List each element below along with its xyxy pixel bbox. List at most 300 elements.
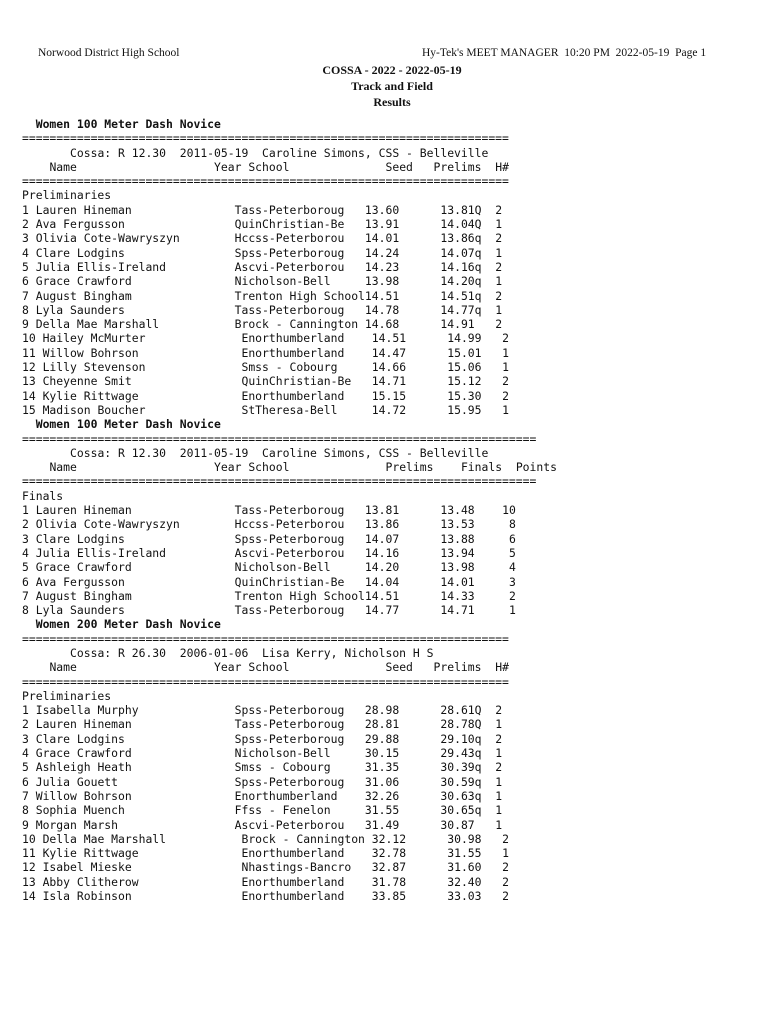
- event-title-text: Women 100 Meter Dash Novice: [35, 117, 221, 131]
- final-time: 13.53: [440, 517, 475, 532]
- prelim-time: 28.78Q: [440, 717, 482, 732]
- prelim-time: 13.81Q: [440, 202, 482, 217]
- result-row: [22, 517, 557, 531]
- prelim-time: 14.20q: [440, 274, 482, 289]
- col-prelims: Prelims: [385, 460, 434, 475]
- record-text: Cossa: R 12.30 2011-05-19 Caroline Simons, CSS - Belleville: [70, 445, 489, 460]
- athlete-name: Willow Bohrson: [42, 345, 139, 360]
- athlete-name: Ashleigh Heath: [35, 760, 132, 775]
- section-text: Preliminaries: [22, 688, 112, 703]
- heat-number: 1: [502, 402, 509, 417]
- result-row: [22, 203, 557, 217]
- points: 6: [508, 531, 516, 546]
- place: 9: [22, 817, 29, 832]
- place: 6: [22, 274, 29, 289]
- points: 2: [508, 588, 516, 603]
- rule-line: [22, 474, 557, 488]
- athlete-name: Lauren Hineman: [35, 503, 132, 518]
- school: Tass-Peterboroug: [234, 603, 345, 618]
- school: Trenton High School: [234, 288, 365, 303]
- points: 1: [508, 603, 516, 618]
- school: Smss - Cobourg: [241, 360, 338, 375]
- prelim-time: 14.99: [447, 331, 482, 346]
- col-school: Year School: [214, 660, 290, 675]
- heat-number: 2: [502, 331, 509, 346]
- seed-time: 29.88: [364, 731, 400, 746]
- place: 2: [22, 717, 29, 732]
- school: Smss - Cobourg: [234, 760, 331, 775]
- col-points: Points: [515, 460, 557, 475]
- rule-text: ===========================================================================: [22, 474, 537, 489]
- heat-number: 2: [495, 731, 503, 746]
- event-title: [22, 417, 557, 431]
- prelim-time: 14.04: [364, 574, 400, 589]
- points: 8: [508, 517, 516, 532]
- heat-number: 2: [502, 831, 509, 846]
- final-time: 14.33: [440, 588, 475, 603]
- prelim-time: 14.16q: [440, 259, 482, 274]
- prelim-time: 14.04Q: [440, 217, 482, 232]
- school: QuinChristian-Be: [241, 374, 352, 389]
- school: Enorthumberland: [241, 345, 345, 360]
- school: Enorthumberland: [241, 874, 345, 889]
- record-line: [22, 446, 557, 460]
- athlete-name: Abby Clitherow: [42, 874, 139, 889]
- place: 5: [22, 760, 29, 775]
- event-title-text: Women 200 Meter Dash Novice: [35, 617, 221, 632]
- rule-text: =======================================================================: [22, 674, 509, 689]
- school: Ffss - Fenelon: [234, 803, 331, 818]
- place: 8: [22, 302, 29, 317]
- place: 11: [22, 345, 36, 360]
- meet-title: COSSA - 2022 - 2022-05-19: [322, 63, 462, 77]
- seed-time: 14.72: [371, 402, 407, 417]
- rule-line: [22, 131, 557, 145]
- prelim-time: 32.40: [447, 874, 482, 889]
- prelim-time: 30.63q: [440, 788, 482, 803]
- seed-time: 14.68: [364, 317, 400, 332]
- points: 10: [502, 503, 516, 518]
- place: 1: [22, 703, 29, 718]
- place: 7: [22, 788, 29, 803]
- athlete-name: Kylie Rittwage: [42, 388, 139, 403]
- school: Ascvi-Peterborou: [234, 259, 345, 274]
- prelim-time: 14.51q: [440, 288, 482, 303]
- section-label: [22, 489, 557, 503]
- prelim-time: 31.55: [447, 846, 482, 861]
- athlete-name: Hailey McMurter: [42, 331, 146, 346]
- athlete-name: Della Mae Marshall: [35, 317, 160, 332]
- final-time: 13.98: [440, 560, 475, 575]
- column-header: [22, 660, 557, 674]
- result-row: [22, 789, 557, 803]
- seed-time: 13.60: [364, 202, 400, 217]
- event-title-text: Women 100 Meter Dash Novice: [35, 417, 221, 432]
- prelim-time: 33.03: [447, 889, 482, 904]
- result-row: [22, 832, 557, 846]
- heat-number: 2: [502, 860, 509, 875]
- heat-number: 2: [502, 388, 509, 403]
- school: QuinChristian-Be: [234, 574, 345, 589]
- prelim-time: 15.95: [447, 402, 482, 417]
- col-heat: H#: [495, 660, 509, 675]
- result-row: [22, 846, 557, 860]
- school: Trenton High School: [234, 588, 365, 603]
- heat-number: 2: [502, 374, 509, 389]
- seed-time: 31.55: [364, 803, 400, 818]
- athlete-name: Kylie Rittwage: [42, 846, 139, 861]
- athlete-name: Lilly Stevenson: [42, 360, 146, 375]
- result-row: [22, 732, 557, 746]
- column-header: [22, 160, 557, 174]
- school: QuinChristian-Be: [234, 217, 345, 232]
- column-header: [22, 460, 557, 474]
- athlete-name: Julia Gouett: [35, 774, 119, 789]
- prelim-time: 29.43q: [440, 746, 482, 761]
- athlete-name: August Bingham: [35, 588, 132, 603]
- prelim-time: 14.77q: [440, 302, 482, 317]
- school: Nicholson-Bell: [234, 560, 331, 575]
- athlete-name: August Bingham: [35, 288, 132, 303]
- result-row: [22, 775, 557, 789]
- school: Ascvi-Peterborou: [234, 545, 345, 560]
- col-prelims: Prelims: [433, 660, 482, 675]
- seed-time: 31.35: [364, 760, 400, 775]
- result-row: [22, 231, 557, 245]
- athlete-name: Lauren Hineman: [35, 202, 132, 217]
- seed-time: 32.26: [364, 788, 400, 803]
- seed-time: 14.51: [371, 331, 407, 346]
- col-finals: Finals: [460, 460, 503, 475]
- result-row: [22, 289, 557, 303]
- place: 1: [22, 503, 29, 518]
- school: Nicholson-Bell: [234, 746, 331, 761]
- record-line: [22, 146, 557, 160]
- meet-header: [0, 62, 768, 110]
- final-time: 14.71: [440, 603, 475, 618]
- prelim-time: 30.65q: [440, 803, 482, 818]
- section-label: [22, 188, 557, 202]
- heat-number: 1: [495, 774, 503, 789]
- final-time: 13.88: [440, 531, 475, 546]
- result-row: [22, 818, 557, 832]
- prelim-time: 14.16: [364, 545, 400, 560]
- athlete-name: Olivia Cote-Wawryszyn: [35, 517, 180, 532]
- result-row: [22, 346, 557, 360]
- result-row: [22, 717, 557, 731]
- final-time: 14.01: [440, 574, 475, 589]
- place: 9: [22, 317, 29, 332]
- result-row: [22, 860, 557, 874]
- school: Enorthumberland: [234, 788, 338, 803]
- place: 8: [22, 603, 29, 618]
- prelim-time: 30.39q: [440, 760, 482, 775]
- place: 2: [22, 517, 29, 532]
- heat-number: 1: [495, 746, 503, 761]
- heat-number: 1: [495, 217, 503, 232]
- col-seed: Seed: [385, 660, 413, 675]
- seed-time: 14.47: [371, 345, 407, 360]
- heat-number: 1: [495, 274, 503, 289]
- athlete-name: Ava Fergusson: [35, 217, 125, 232]
- seed-time: 14.71: [371, 374, 407, 389]
- result-row: [22, 875, 557, 889]
- place: 13: [22, 374, 36, 389]
- school-name: Norwood District High School: [38, 47, 180, 59]
- points: 4: [508, 560, 516, 575]
- result-row: [22, 803, 557, 817]
- prelim-time: 14.51: [364, 588, 400, 603]
- athlete-name: Julia Ellis-Ireland: [35, 259, 167, 274]
- prelim-time: 30.59q: [440, 774, 482, 789]
- result-row: [22, 589, 557, 603]
- place: 3: [22, 531, 29, 546]
- record-line: [22, 646, 557, 660]
- school: Hccss-Peterborou: [234, 231, 345, 246]
- section-label: [22, 689, 557, 703]
- result-row: [22, 389, 557, 403]
- result-row: [22, 746, 557, 760]
- seed-time: 32.87: [371, 860, 407, 875]
- rule-text: =======================================================================: [22, 631, 509, 646]
- result-row: [22, 760, 557, 774]
- col-name: Name: [49, 660, 77, 675]
- prelim-time: 13.86: [364, 517, 400, 532]
- col-name: Name: [49, 159, 77, 174]
- school: Spss-Peterboroug: [234, 731, 345, 746]
- school: StTheresa-Bell: [241, 402, 338, 417]
- prelim-time: 13.81: [364, 503, 400, 518]
- col-name: Name: [49, 460, 77, 475]
- record-text: Cossa: R 26.30 2006-01-06 Lisa Kerry, Nicholson H S: [70, 645, 434, 660]
- heat-number: 2: [495, 703, 503, 718]
- result-row: [22, 560, 557, 574]
- seed-time: 28.98: [364, 703, 400, 718]
- result-row: [22, 703, 557, 717]
- athlete-name: Clare Lodgins: [35, 731, 125, 746]
- seed-time: 32.78: [371, 846, 407, 861]
- school: Enorthumberland: [241, 331, 345, 346]
- school: Spss-Peterboroug: [234, 703, 345, 718]
- place: 7: [22, 588, 29, 603]
- prelim-time: 14.07: [364, 531, 400, 546]
- result-row: [22, 889, 557, 903]
- place: 4: [22, 746, 29, 761]
- athlete-name: Grace Crawford: [35, 560, 132, 575]
- seed-time: 14.24: [364, 245, 400, 260]
- rule-text: ===========================================================================: [22, 431, 537, 446]
- result-row: [22, 246, 557, 260]
- school: Tass-Peterboroug: [234, 717, 345, 732]
- seed-time: 13.98: [364, 274, 400, 289]
- place: 5: [22, 560, 29, 575]
- athlete-name: Cheyenne Smit: [42, 374, 132, 389]
- prelim-time: 14.07q: [440, 245, 482, 260]
- place: 11: [22, 846, 36, 861]
- athlete-name: Isabella Murphy: [35, 703, 139, 718]
- school: Hccss-Peterborou: [234, 517, 345, 532]
- prelim-time: 14.91: [440, 317, 475, 332]
- heat-number: 1: [495, 803, 503, 818]
- seed-time: 13.91: [364, 217, 400, 232]
- seed-time: 31.06: [364, 774, 400, 789]
- heat-number: 1: [502, 360, 509, 375]
- result-row: [22, 360, 557, 374]
- section-text: Finals: [22, 488, 64, 503]
- col-school: Year School: [214, 460, 290, 475]
- result-row: [22, 546, 557, 560]
- results-listing: [22, 117, 557, 903]
- rule-text: =======================================================================: [22, 174, 509, 189]
- athlete-name: Lyla Saunders: [35, 302, 125, 317]
- athlete-name: Isla Robinson: [42, 889, 132, 904]
- result-row: [22, 331, 557, 345]
- athlete-name: Ava Fergusson: [35, 574, 125, 589]
- heat-number: 2: [502, 874, 509, 889]
- school: Ascvi-Peterborou: [234, 817, 345, 832]
- prelim-time: 14.20: [364, 560, 400, 575]
- athlete-name: Julia Ellis-Ireland: [35, 545, 167, 560]
- heat-number: 2: [495, 259, 503, 274]
- prelim-time: 13.86q: [440, 231, 482, 246]
- rule-line: [22, 675, 557, 689]
- athlete-name: Della Mae Marshall: [42, 831, 167, 846]
- place: 12: [22, 360, 36, 375]
- school: Brock - Cannington: [241, 831, 365, 846]
- points: 3: [508, 574, 516, 589]
- col-heat: H#: [495, 159, 509, 174]
- place: 3: [22, 231, 29, 246]
- final-time: 13.48: [440, 503, 475, 518]
- place: 12: [22, 860, 36, 875]
- school: Tass-Peterboroug: [234, 302, 345, 317]
- seed-time: 14.66: [371, 360, 407, 375]
- heat-number: 1: [495, 788, 503, 803]
- athlete-name: Grace Crawford: [35, 746, 132, 761]
- seed-time: 15.15: [371, 388, 407, 403]
- place: 1: [22, 202, 29, 217]
- place: 4: [22, 245, 29, 260]
- event-title: [22, 117, 557, 131]
- final-time: 13.94: [440, 545, 475, 560]
- sport-title: Track and Field: [351, 79, 433, 93]
- seed-time: 14.51: [364, 288, 400, 303]
- athlete-name: Madison Boucher: [42, 402, 146, 417]
- prelim-time: 30.87: [440, 817, 475, 832]
- result-row: [22, 317, 557, 331]
- points: 5: [508, 545, 516, 560]
- heat-number: 2: [495, 760, 503, 775]
- record-text: Cossa: R 12.30 2011-05-19 Caroline Simons, CSS - Belleville: [70, 145, 489, 160]
- place: 13: [22, 874, 36, 889]
- place: 5: [22, 259, 29, 274]
- col-seed: Seed: [385, 159, 413, 174]
- heat-number: 1: [495, 302, 503, 317]
- school: Spss-Peterboroug: [234, 531, 345, 546]
- prelim-time: 14.77: [364, 603, 400, 618]
- seed-time: 33.85: [371, 889, 407, 904]
- heat-number: 1: [495, 717, 503, 732]
- result-row: [22, 532, 557, 546]
- school: Tass-Peterboroug: [234, 503, 345, 518]
- place: 10: [22, 331, 36, 346]
- result-row: [22, 575, 557, 589]
- prelim-time: 15.01: [447, 345, 482, 360]
- heat-number: 2: [495, 202, 503, 217]
- results-title: Results: [373, 95, 411, 109]
- rule-line: [22, 174, 557, 188]
- heat-number: 1: [495, 817, 503, 832]
- result-row: [22, 403, 557, 417]
- seed-time: 14.78: [364, 302, 400, 317]
- school: Spss-Peterboroug: [234, 245, 345, 260]
- prelim-time: 15.12: [447, 374, 482, 389]
- software-stamp: Hy-Tek's MEET MANAGER 10:20 PM 2022-05-19 Page 1: [422, 47, 707, 59]
- place: 14: [22, 889, 36, 904]
- result-row: [22, 603, 557, 617]
- seed-time: 28.81: [364, 717, 400, 732]
- school: Enorthumberland: [241, 846, 345, 861]
- athlete-name: Grace Crawford: [35, 274, 132, 289]
- event-title: [22, 617, 557, 631]
- school: Nicholson-Bell: [234, 274, 331, 289]
- heat-number: 1: [502, 345, 509, 360]
- prelim-time: 31.60: [447, 860, 482, 875]
- place: 4: [22, 545, 29, 560]
- prelim-time: 15.06: [447, 360, 482, 375]
- result-row: [22, 260, 557, 274]
- school: Enorthumberland: [241, 889, 345, 904]
- seed-time: 30.15: [364, 746, 400, 761]
- place: 8: [22, 803, 29, 818]
- place: 3: [22, 731, 29, 746]
- rule-text: =======================================================================: [22, 131, 509, 146]
- athlete-name: Lyla Saunders: [35, 603, 125, 618]
- heat-number: 2: [495, 288, 503, 303]
- place: 15: [22, 402, 36, 417]
- prelim-time: 30.98: [447, 831, 482, 846]
- prelim-time: 29.10q: [440, 731, 482, 746]
- result-row: [22, 374, 557, 388]
- seed-time: 31.49: [364, 817, 400, 832]
- place: 2: [22, 217, 29, 232]
- athlete-name: Morgan Marsh: [35, 817, 119, 832]
- heat-number: 2: [495, 317, 503, 332]
- school: Brock - Cannington: [234, 317, 359, 332]
- prelim-time: 15.30: [447, 388, 482, 403]
- result-row: [22, 217, 557, 231]
- heat-number: 2: [502, 889, 509, 904]
- seed-time: 31.78: [371, 874, 407, 889]
- place: 14: [22, 388, 36, 403]
- athlete-name: Lauren Hineman: [35, 717, 132, 732]
- seed-time: 14.01: [364, 231, 400, 246]
- school: Nhastings-Bancro: [241, 860, 352, 875]
- result-row: [22, 303, 557, 317]
- heat-number: 2: [495, 231, 503, 246]
- place: 6: [22, 574, 29, 589]
- school: Enorthumberland: [241, 388, 345, 403]
- result-row: [22, 503, 557, 517]
- place: 6: [22, 774, 29, 789]
- athlete-name: Sophia Muench: [35, 803, 125, 818]
- school: Spss-Peterboroug: [234, 774, 345, 789]
- school: Tass-Peterboroug: [234, 202, 345, 217]
- heat-number: 1: [495, 245, 503, 260]
- seed-time: 32.12: [371, 831, 407, 846]
- col-prelims: Prelims: [433, 159, 482, 174]
- place: 7: [22, 288, 29, 303]
